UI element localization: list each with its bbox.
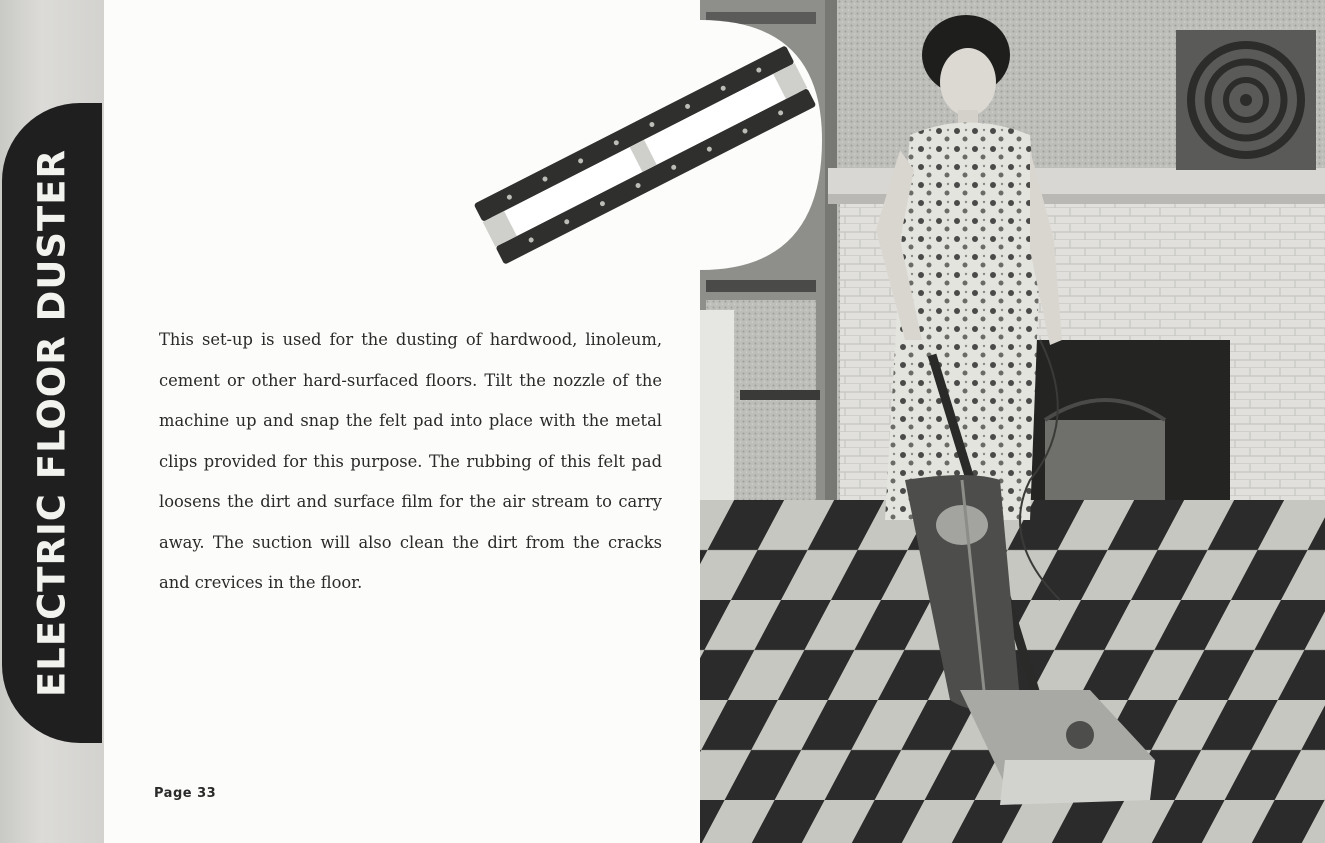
felt-pad-inset <box>470 20 830 290</box>
page-number: Page 33 <box>154 786 217 801</box>
body-paragraph: This set-up is used for the dusting of hardwood, linoleum, cement or other hard-surfaced floors. Tilt the nozzle of the machine up and snap the felt pad into place with the metal clips provided for this purpose. The rubbing of this felt pad loosens the dirt and surface film for the air stream to carry away. The suction will also clean the dirt from the cracks and crevices in the floor. <box>159 330 662 592</box>
section-title: ELECTRIC FLOOR DUSTER <box>30 148 74 698</box>
